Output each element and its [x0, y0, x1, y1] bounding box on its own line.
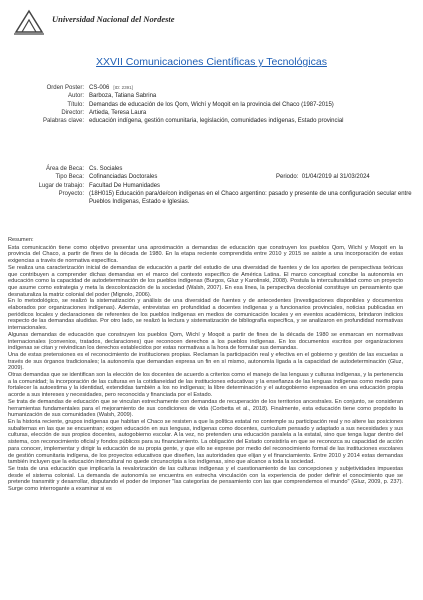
autor-value: Barboza, Tatiana Sabrina [89, 93, 157, 100]
tipo-value: Cofinanciadas Doctorales [89, 174, 158, 181]
director-row [6, 109, 417, 117]
area-label: Área de Beca: [45, 166, 84, 172]
director-value: Artieda, Teresa Laura [89, 109, 147, 116]
tipo-row [6, 173, 417, 181]
director-label: Director: [61, 109, 84, 116]
lugar-row [6, 182, 417, 190]
proyecto-row [6, 190, 417, 207]
area-row [6, 165, 417, 173]
orden-label: Orden Poster: [46, 85, 84, 91]
periodo [276, 173, 370, 181]
palabras-row [6, 117, 417, 125]
lugar-value: Facultad De Humanidades [89, 182, 161, 189]
conference-title[interactable]: XXVII Comunicaciones Científicas y Tecnológicas [96, 56, 327, 68]
orden-value: CS-006 [89, 85, 110, 91]
proyecto-label: Proyecto: [58, 190, 84, 197]
summary-paragraph: Algunas demandas de educación que construyen los pueblos Qom, Wichí y Moqoit a partir de fines de la década de 1980 se enmarcan en normativas internacionales (convenios, tratados, declaraciones) que reconocen derechos a los pueblos indígenas. En los documentos escritos por organizaciones indígenas se citan y reivindican los derechos establecidos por estas normativas a la hora de formular sus demandas. [8, 331, 403, 352]
summary-paragraph: Una de estas pretensiones es el reconocimiento de instituciones propias. Reclaman la participación real y efectiva en el gobierno y gestión de las escuelas a través de sus órganos tradicionales; la autonomía que demandan expresa un fin en sí mismo, autonomía ligada a la capacidad de autodeterminación (Gluz, 2009). [8, 351, 403, 372]
summary-paragraph: Se trata de demandas de educación que se vinculan estrechamente con demandas de recuperación de los territorios ancestrales. En conjunto, se consideran herramientas fundamentales para el mejoramiento de sus condiciones de vida (Corbetta et al., 2018). Finalmente, esta educación tiene como propósito la humanización de sus comunidades (Walsh, 2009). [8, 398, 403, 419]
titulo-label: Título: [67, 101, 84, 108]
periodo-label: Periodo: [276, 174, 299, 181]
titulo-value: Demandas de educación de los Qom, Wichí y Moqoit en la provincia del Chaco (1987-2015) [89, 101, 334, 108]
summary-heading: Resumen: [8, 237, 34, 243]
titulo-row [6, 101, 417, 109]
tipo-label: Tipo Beca: [55, 174, 84, 181]
autor-row [6, 92, 417, 100]
summary [8, 237, 403, 493]
orden-row [6, 84, 417, 92]
proyecto-value: (18H015) Educación para/de/con indígenas en el Chaco argentino: pasado y presente de una configuración secular entre Pueblos Indígenas, Estado e Iglesias. [89, 190, 412, 206]
palabras-value: educación indígena, gestión comunitaria, legislación, comunidades indígenas, Estado provincial [89, 118, 344, 125]
palabras-label: Palabras clave: [42, 118, 84, 125]
summary-paragraph: En la historia reciente, grupos indígenas que habitan el Chaco se resisten a que la política estatal no contemple su participación real y no altere las posiciones subalternas en las que se encuentran; exigen educación en sus lenguas, indígenas como docentes, curriculum pensado y adaptado a sus necesidades y sus culturas, elección de sus propios docentes, autogobierno escolar. A la vez, no pretenden una educación paralela a la estatal, sino que tenga lugar dentro del sistema, con reconocimiento oficial y fondos públicos para su financiamiento. La obligación del Estado consistiría en que se reconozca su capacidad de acción para conocer, implementar y dirigir la educación de su propia gente, y que ello se exprese por medio del reconocimiento formal de las instituciones escolares de gestión comunitaria indígena, de los proyectos educativos que diseñen, las autoridades que elijan y el financiamiento. Entre 2010 y 2014 estas demandas también incluyen que la educación intercultural no quede circunscripta a los indígenas, sino que alcance a toda la sociedad. [8, 418, 403, 466]
area-value: Cs. Sociales [89, 166, 123, 172]
lugar-label: Lugar de trabajo: [38, 182, 84, 189]
summary-paragraph: Se trata de una educación que implicaría la revalorización de las culturas indígenas y el cuestionamiento de las concepciones y subjetividades impuestas desde el sistema colonial. La demanda de autonomía se encuentra en estrecha vinculación con la experiencia de poder definir el conocimiento que se pretende transmitir y desarrollar, disputando el poder de imponer "las categorías de pensamiento con las que comprendemos el mundo" (Gluz, 2009, p. 237). Surge como interrogante a examinar si es [8, 465, 403, 493]
poster-id: [ID: 2391] [113, 85, 133, 90]
beca-metadata [6, 165, 417, 206]
poster-metadata [6, 84, 417, 125]
crest-icon [12, 8, 46, 38]
university-logo [12, 8, 175, 42]
summary-paragraph: En lo metodológico, se realizó la sistematización y análisis de una diversidad de fuentes y de antecedentes (investigaciones disponibles y documentos elaborados por organizaciones indígenas). Además, entrevistas en profundidad a docentes indígenas y a funcionarios provinciales, noticias publicadas en periódicos locales y declaraciones de referentes de los pueblos indígenas en medios de comunicación locales y en eventos académicos, brindaron indicios respecto de las demandas aludidas. Por otro lado, se realizó la lectura y sistematización de bibliografía específica, y se analizaron en profundidad normativas internacionales. [8, 298, 403, 332]
summary-paragraph: Se realiza una caracterización inicial de demandas de educación a partir del estudio de una diversidad de fuentes y de los aportes de perspectivas teóricas que contribuyen a comprender dichas demandas en el marco del contexto específico de América Latina. El marco conceptual concibe la autonomía en educación como la capacidad de autodeterminación de los pueblos indígenas (Burgos, Gluz y Karolinski, 2008). Postula la interculturalidad como un proyecto que asume como estrategia y meta la descolonización de la sociedad (Walsh, 2007). En esa línea, la perspectiva decolonial constituye un pensamiento que desnaturaliza la matriz colonial del poder (Mignolo, 2006). [8, 264, 403, 298]
university-name: Universidad Nacional del Nordeste [52, 14, 175, 24]
summary-paragraph: Esta comunicación tiene como objetivo presentar una aproximación a demandas de educación que construyen los pueblos Qom, Wichí y Moqoit en la provincia del Chaco, a partir de fines de la década de 1980. En la etapa reciente comprendida entre 2010 y 2015 se asiste a una incorporación de estas exigencias a través de normativa específica. [8, 244, 403, 265]
autor-label: Autor: [67, 93, 84, 100]
periodo-value: 01/04/2019 al 31/03/2024 [301, 174, 370, 181]
summary-paragraph: Otras demandas que se identifican son la elección de los docentes de acuerdo a criterios como el manejo de las lenguas y culturas indígenas, y la pertenencia a la comunidad; la incorporación de las culturas en la cotidianeidad de las instituciones educativas y la enseñanza de las lenguas indígenas como medio para fortalecer la autoestima y la identidad, extendidas también a los no indígenas; la libre determinación y el autogobierno expresados en una educación propia acorde a sus intereses y necesidades, pero reconocida y financiada por el Estado. [8, 372, 403, 399]
